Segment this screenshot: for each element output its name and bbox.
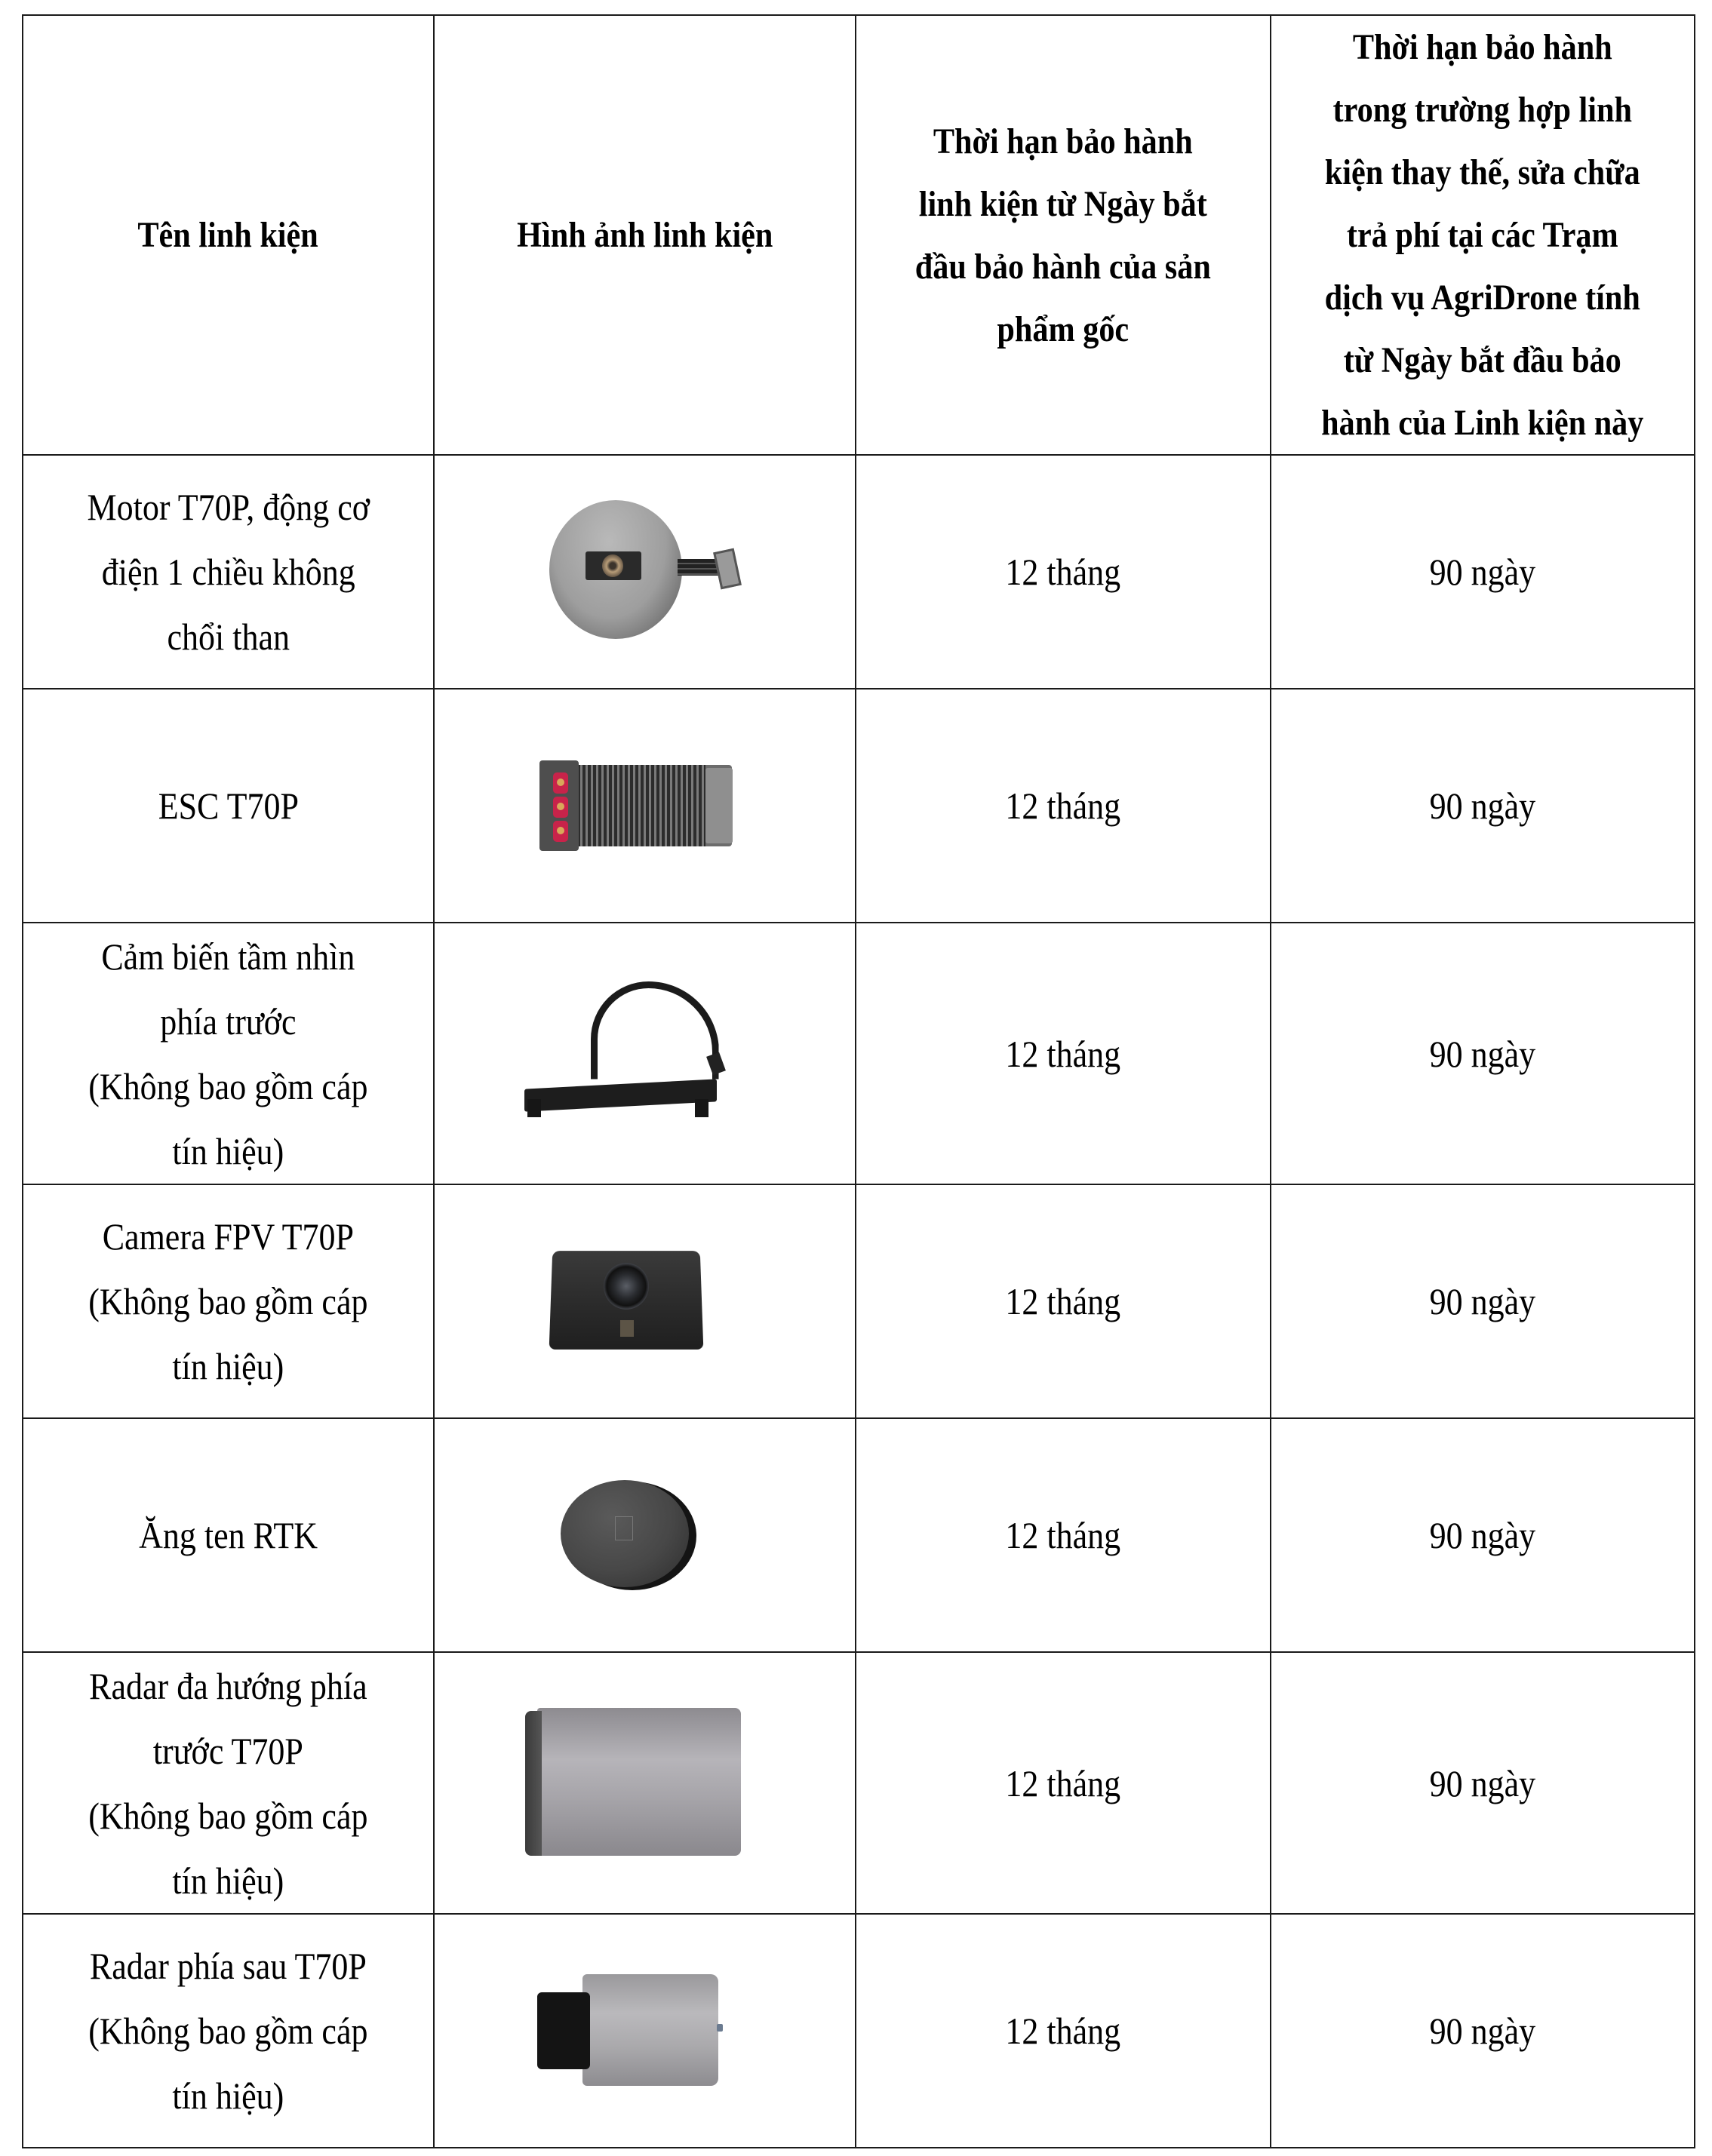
table-row [23, 1914, 1695, 2148]
header-component-name: Tên linh kiện [23, 15, 434, 455]
component-name: Radar phía sau T70P (Không bao gồm cáp tín hiệu) [23, 1914, 434, 2148]
warranty-replacement: 90 ngày [1271, 923, 1695, 1184]
warranty-original: 12 tháng [856, 1418, 1271, 1652]
esc-icon [539, 759, 736, 853]
header-warranty-replacement [1271, 15, 1695, 455]
warranty-original: 12 tháng [856, 1184, 1271, 1418]
table-header-row [23, 15, 1695, 455]
header-line: linh kiện từ Ngày bắt [918, 183, 1208, 224]
table-row [23, 1184, 1695, 1418]
fpv-camera-icon [551, 1245, 709, 1358]
component-name: Radar đa hướng phía trước T70P (Không bao gồm cáp tín hiệu) [23, 1652, 434, 1914]
rear-radar-icon [537, 1974, 726, 2087]
warranty-replacement: 90 ngày [1271, 1418, 1695, 1652]
component-name: Cảm biến tầm nhìn phía trước (Không bao gồm cáp tín hiệu) [23, 923, 434, 1184]
component-name: ESC T70P [23, 689, 434, 923]
component-image-cell [434, 1184, 856, 1418]
header-line: trả phí tại các Trạm [1347, 215, 1618, 255]
header-line: đầu bảo hành của sản [914, 246, 1212, 287]
warranty-original: 12 tháng [856, 689, 1271, 923]
component-image-cell [434, 923, 856, 1184]
header-line: hành của Linh kiện này [1321, 403, 1644, 443]
header-component-image: Hình ảnh linh kiện [434, 15, 856, 455]
component-name: Ăng ten RTK [23, 1418, 434, 1652]
warranty-replacement: 90 ngày [1271, 455, 1695, 689]
component-name: Camera FPV T70P (Không bao gồm cáp tín hiệu) [23, 1184, 434, 1418]
component-image-cell [434, 455, 856, 689]
rtk-antenna-icon [553, 1479, 704, 1592]
table-row [23, 455, 1695, 689]
warranty-original: 12 tháng [856, 1652, 1271, 1914]
front-vision-sensor-icon [524, 978, 751, 1129]
warranty-original: 12 tháng [856, 455, 1271, 689]
warranty-replacement: 90 ngày [1271, 689, 1695, 923]
motor-icon [527, 500, 745, 643]
component-image-cell [434, 689, 856, 923]
warranty-replacement: 90 ngày [1271, 1914, 1695, 2148]
component-name: Motor T70P, động cơ điện 1 chiều không chổi than [23, 455, 434, 689]
warranty-table [22, 14, 1695, 2148]
header-line: Thời hạn bảo hành [933, 121, 1193, 161]
table-row [23, 923, 1695, 1184]
header-line: dịch vụ AgriDrone tính [1324, 278, 1641, 318]
header-warranty-original [856, 15, 1271, 455]
table-row [23, 1652, 1695, 1914]
header-line: kiện thay thế, sửa chữa [1325, 152, 1640, 192]
header-line: từ Ngày bắt đầu bảo [1343, 340, 1622, 380]
table-row [23, 689, 1695, 923]
table-row [23, 1418, 1695, 1652]
header-line: phẩm gốc [997, 309, 1130, 349]
component-image-cell [434, 1914, 856, 2148]
front-radar-icon [525, 1708, 744, 1859]
component-image-cell [434, 1418, 856, 1652]
warranty-replacement: 90 ngày [1271, 1652, 1695, 1914]
header-line: trong trường hợp linh [1332, 90, 1633, 130]
warranty-replacement: 90 ngày [1271, 1184, 1695, 1418]
warranty-original: 12 tháng [856, 923, 1271, 1184]
component-image-cell [434, 1652, 856, 1914]
warranty-original: 12 tháng [856, 1914, 1271, 2148]
header-line: Thời hạn bảo hành [1353, 27, 1612, 67]
